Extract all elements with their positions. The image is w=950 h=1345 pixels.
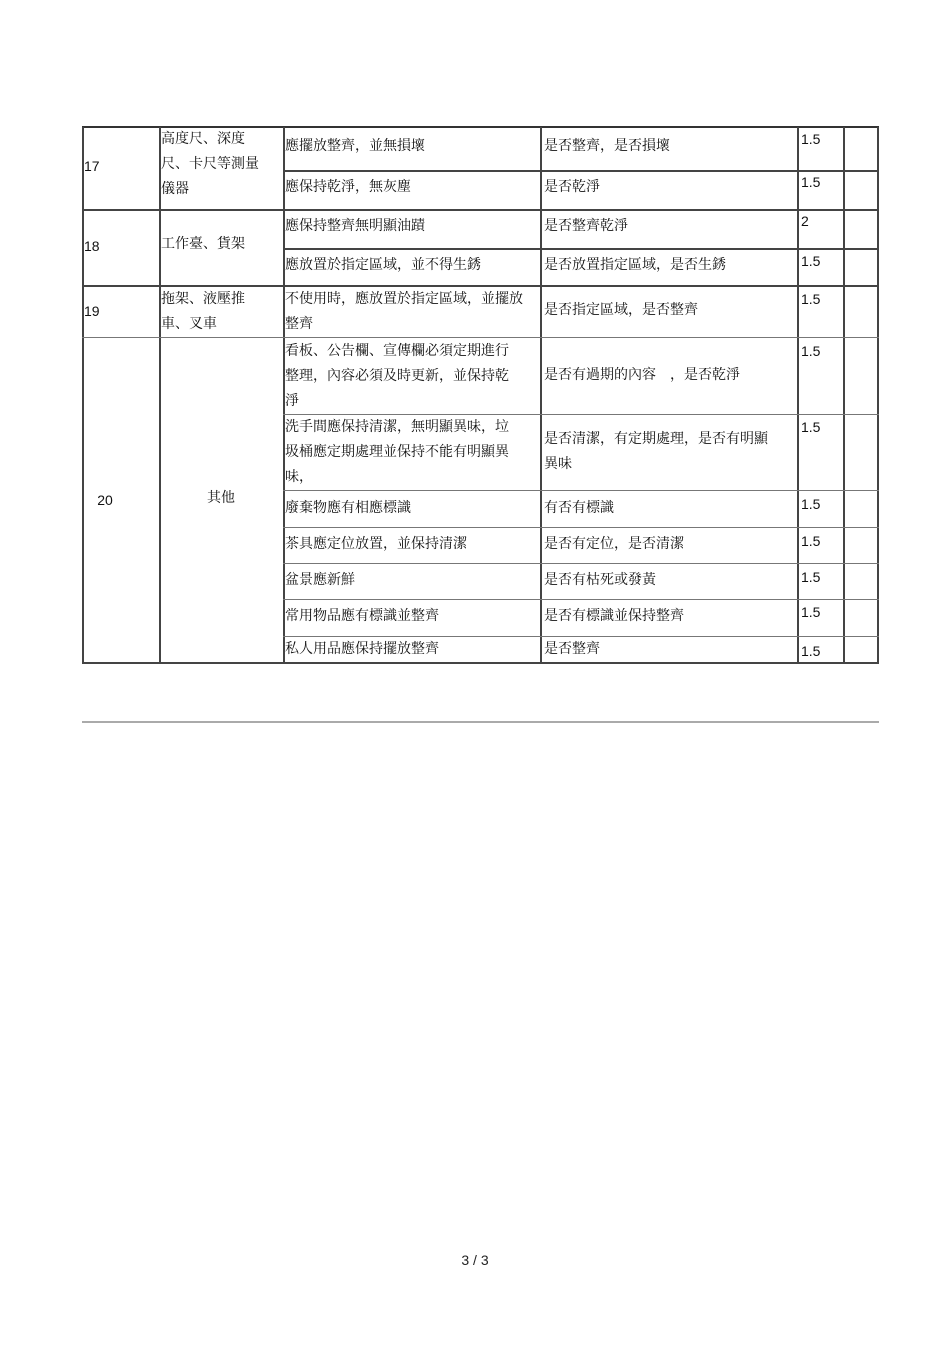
row-number: 17 <box>84 158 100 174</box>
requirement: 應放置於指定區域，並不得生銹 <box>285 257 481 273</box>
check-criteria: 是否乾淨 <box>544 179 600 195</box>
requirement: 洗手間應保持清潔，無明顯異味，垃圾桶應定期處理並保持不能有明顯異味， <box>285 419 509 485</box>
row-divider <box>283 248 879 250</box>
score: 1.5 <box>801 291 821 307</box>
requirement: 私人用品應保持擺放整齊 <box>285 641 439 657</box>
requirement: 盆景應新鮮 <box>285 572 355 588</box>
row-divider <box>283 527 879 528</box>
check-criteria: 是否整齊，是否損壞 <box>544 138 670 154</box>
row-number: 19 <box>84 303 100 319</box>
row-divider <box>283 563 879 564</box>
check-criteria: 是否有標識並保持整齊 <box>544 608 684 624</box>
item-name: 高度尺、深度尺、卡尺等測量儀器 <box>161 131 259 197</box>
row-divider <box>82 337 879 338</box>
score: 1.5 <box>801 419 821 435</box>
section-rule <box>82 721 879 723</box>
score: 1.5 <box>801 174 821 190</box>
check-criteria: 是否放置指定區域，是否生銹 <box>544 257 726 273</box>
table-bottom-rule <box>82 662 879 664</box>
check-criteria: 是否整齊乾淨 <box>544 218 628 234</box>
check-criteria: 是否整齊 <box>544 641 600 657</box>
score: 1.5 <box>801 533 821 549</box>
table-divider <box>540 127 542 664</box>
requirement: 應保持整齊無明顯油蹟 <box>285 218 425 234</box>
row-divider <box>283 170 879 172</box>
score: 1.5 <box>801 343 821 359</box>
item-name: 拖架、液壓推車、叉車 <box>161 291 245 332</box>
item-name: 工作臺、貨架 <box>161 236 245 252</box>
table-divider <box>797 127 799 664</box>
check-criteria: 是否指定區域，是否整齊 <box>544 302 698 318</box>
score: 2 <box>801 213 809 229</box>
table-divider <box>843 127 845 664</box>
score: 1.5 <box>801 569 821 585</box>
check-criteria: 是否清潔，有定期處理，是否有明顯異味 <box>544 431 768 472</box>
row-divider <box>283 599 879 600</box>
table-border-right <box>877 127 879 664</box>
item-name: 其他 <box>207 490 235 506</box>
requirement: 應保持乾淨，無灰塵 <box>285 179 411 195</box>
requirement: 看板、公告欄、宣傳欄必須定期進行整理，內容必須及時更新，並保持乾淨 <box>285 343 509 409</box>
requirement: 常用物品應有標識並整齊 <box>285 608 439 624</box>
page-number: 3 / 3 <box>461 1252 489 1268</box>
score: 1.5 <box>801 643 821 659</box>
row-divider <box>82 209 879 211</box>
requirement: 廢棄物應有相應標識 <box>285 500 411 516</box>
row-number: 18 <box>84 238 100 254</box>
score: 1.5 <box>801 496 821 512</box>
requirement: 不使用時，應放置於指定區域，並擺放整齊 <box>285 291 523 332</box>
check-criteria: 是否有定位，是否清潔 <box>544 536 684 552</box>
check-criteria: 有否有標識 <box>544 500 614 516</box>
row-number: 20 <box>97 492 113 508</box>
score: 1.5 <box>801 253 821 269</box>
score: 1.5 <box>801 131 821 147</box>
table-divider <box>159 127 161 664</box>
requirement: 茶具應定位放置，並保持清潔 <box>285 536 467 552</box>
score: 1.5 <box>801 604 821 620</box>
check-criteria: 是否有枯死或發黃 <box>544 572 656 588</box>
table-border-left <box>82 127 84 664</box>
check-criteria: 是否有過期的內容 ，是否乾淨 <box>544 367 740 383</box>
requirement: 應擺放整齊，並無損壞 <box>285 138 425 154</box>
row-divider <box>283 490 879 491</box>
